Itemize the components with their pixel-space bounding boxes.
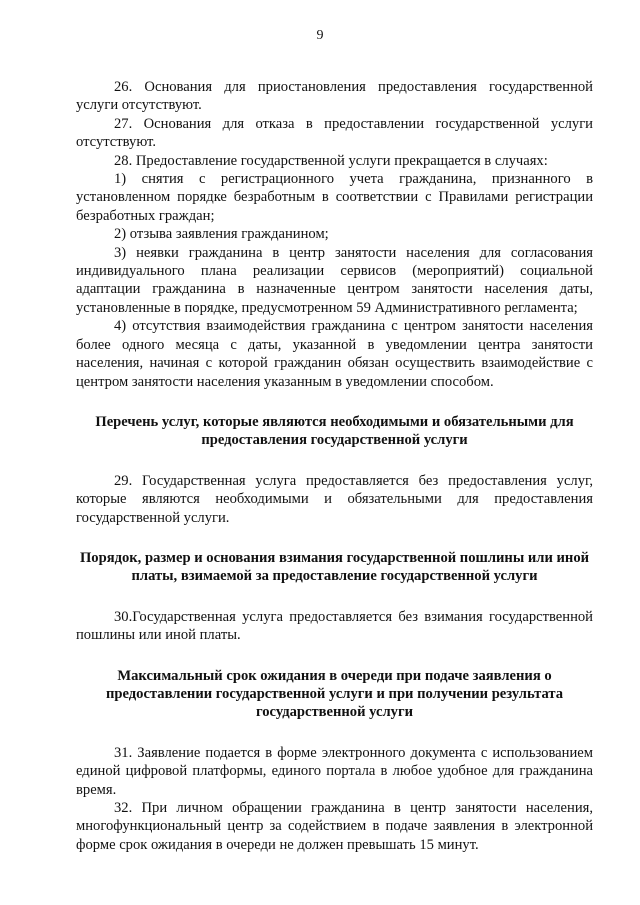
paragraph-27: 27. Основания для отказа в предоставлении государственной услуги отсутствуют. [76, 115, 593, 151]
paragraph-32: 32. При личном обращении гражданина в центр занятости населения, многофункциональный центр за содействием в подаче заявления в электронной форме срок ожидания в очереди не должен превышать 15 минут. [76, 800, 593, 853]
document-body [76, 78, 593, 854]
paragraph-30: 30.Государственная услуга предоставляется без взимания государственной пошлины или иной платы. [76, 608, 593, 644]
list-item-1: 1) снятия с регистрационного учета гражданина, признанного в установленном порядке безработным в соответствии с Правилами регистрации безработных граждан; [76, 171, 593, 224]
paragraph-26: 26. Основания для приостановления предоставления государственной услуги отсутствуют. [76, 79, 593, 114]
list-item-4: 4) отсутствия взаимодействия гражданина с центром занятости населения более одного месяца с даты, указанной в уведомлении центра занятости населения, начиная с которой гражданин обязан осуществить взаимодействие с центром занятости населения указанным в уведомлении способом. [76, 318, 593, 390]
page-number: 9 [316, 28, 324, 43]
section-heading-services: Перечень услуг, которые являются необходимыми и обязательными для предоставления государственной услуги [95, 413, 574, 449]
list-item-2: 2) отзыва заявления гражданином; [114, 226, 329, 243]
paragraph-29: 29. Государственная услуга предоставляется без предоставления услуг, которые являются необходимыми и обязательными для предоставления государственной услуги. [76, 472, 593, 526]
list-item-3: 3) неявки гражданина в центр занятости населения для согласования индивидуального плана реализации сервисов (мероприятий) социальной адаптации гражданина в назначенные центром занятости населения даты, установленные в порядке, предусмотренном 59 Административного регламента; [76, 244, 593, 316]
paragraph-28: 28. Предоставление государственной услуги прекращается в случаях: [114, 152, 548, 169]
paragraph-31: 31. Заявление подается в форме электронного документа с использованием единой цифровой платформы, единого портала в любое удобное для гражданина время. [76, 744, 593, 798]
section-heading-queue-time: Максимальный срок ожидания в очереди при подаче заявления о предоставлении государственной услуги и при получении результата государственной услуги [105, 667, 564, 721]
section-heading-fees: Порядок, размер и основания взимания государственной пошлины или иной платы, взимаемой за предоставление государственной услуги [79, 549, 590, 585]
